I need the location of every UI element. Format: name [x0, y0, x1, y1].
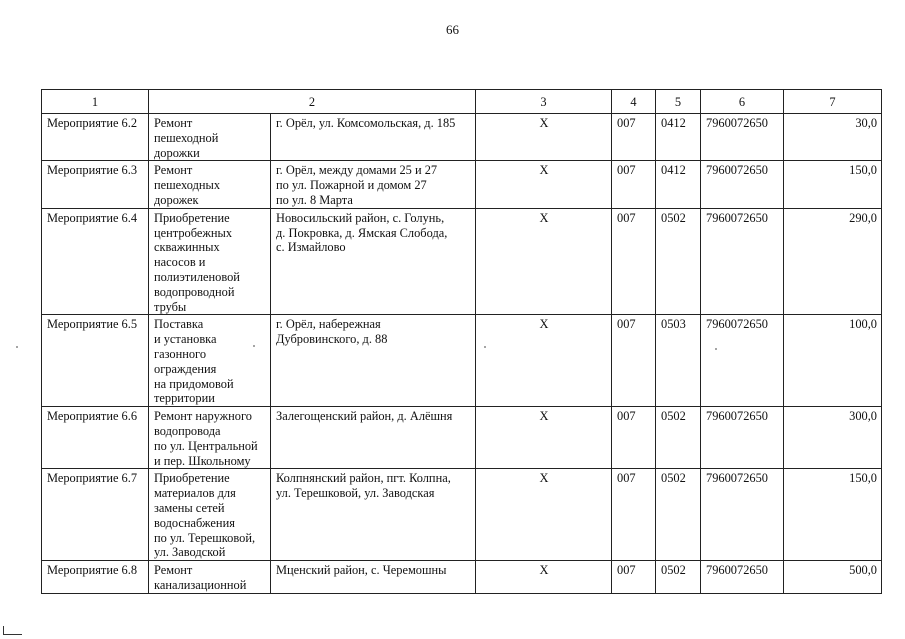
col3-cell: Х [476, 161, 612, 208]
header-col-1: 1 [42, 90, 149, 114]
location-cell: Мценский район, с. Черемошны [271, 561, 476, 594]
event-cell: Мероприятие 6.8 [42, 561, 149, 594]
page-number: 66 [446, 22, 459, 37]
budget-table [41, 89, 882, 594]
col7-cell: 150,0 [784, 161, 882, 208]
scan-speck [715, 348, 717, 350]
event-name-cell: Ремонт канализационной [149, 561, 271, 594]
event-name-cell: Поставка и установка газонного ограждения на придомовой территории [149, 315, 271, 407]
col5-cell: 0502 [656, 561, 701, 594]
location-cell: Колпнянский район, пгт. Колпна, ул. Терешковой, ул. Заводская [271, 469, 476, 561]
col6-cell: 7960072650 [701, 208, 784, 315]
table-row [42, 114, 882, 161]
col7-cell: 100,0 [784, 315, 882, 407]
event-name-cell: Приобретение центробежных скважинных насосов и полиэтиленовой водопроводной трубы [149, 208, 271, 315]
table-row [42, 469, 882, 561]
col4-cell: 007 [612, 469, 656, 561]
event-name-cell: Ремонт наружного водопровода по ул. Центральной и пер. Школьному [149, 407, 271, 469]
col4-cell: 007 [612, 114, 656, 161]
event-cell: Мероприятие 6.2 [42, 114, 149, 161]
col4-cell: 007 [612, 208, 656, 315]
header-col-7: 7 [784, 90, 882, 114]
table-row [42, 208, 882, 315]
col6-cell: 7960072650 [701, 407, 784, 469]
event-cell: Мероприятие 6.6 [42, 407, 149, 469]
location-cell: Залегощенский район, д. Алёшня [271, 407, 476, 469]
location-cell: г. Орёл, ул. Комсомольская, д. 185 [271, 114, 476, 161]
col4-cell: 007 [612, 561, 656, 594]
header-col-5: 5 [656, 90, 701, 114]
col3-cell: Х [476, 561, 612, 594]
event-cell: Мероприятие 6.4 [42, 208, 149, 315]
col3-cell: Х [476, 315, 612, 407]
col7-cell: 500,0 [784, 561, 882, 594]
scan-speck [253, 345, 255, 347]
col7-cell: 30,0 [784, 114, 882, 161]
col3-cell: Х [476, 469, 612, 561]
location-cell: Новосильский район, с. Голунь, д. Покровка, д. Ямская Слобода, с. Измайлово [271, 208, 476, 315]
col5-cell: 0503 [656, 315, 701, 407]
table-row [42, 315, 882, 407]
location-cell: г. Орёл, между домами 25 и 27 по ул. Пожарной и домом 27 по ул. 8 Марта [271, 161, 476, 208]
table-row [42, 561, 882, 594]
col4-cell: 007 [612, 161, 656, 208]
header-col-2: 2 [149, 90, 476, 114]
col6-cell: 7960072650 [701, 315, 784, 407]
col5-cell: 0502 [656, 208, 701, 315]
col3-cell: Х [476, 407, 612, 469]
col7-cell: 300,0 [784, 407, 882, 469]
event-cell: Мероприятие 6.5 [42, 315, 149, 407]
col4-cell: 007 [612, 407, 656, 469]
table-row [42, 407, 882, 469]
col5-cell: 0412 [656, 114, 701, 161]
col6-cell: 7960072650 [701, 469, 784, 561]
col4-cell: 007 [612, 315, 656, 407]
table-row [42, 161, 882, 208]
col3-cell: Х [476, 208, 612, 315]
scan-speck [16, 346, 18, 348]
event-name-cell: Приобретение материалов для замены сетей водоснабжения по ул. Терешковой, ул. Заводской [149, 469, 271, 561]
col5-cell: 0412 [656, 161, 701, 208]
col6-cell: 7960072650 [701, 561, 784, 594]
col6-cell: 7960072650 [701, 114, 784, 161]
col7-cell: 150,0 [784, 469, 882, 561]
col5-cell: 0502 [656, 407, 701, 469]
header-col-4: 4 [612, 90, 656, 114]
col6-cell: 7960072650 [701, 161, 784, 208]
header-row [42, 90, 882, 114]
event-name-cell: Ремонт пешеходных дорожек [149, 161, 271, 208]
location-cell: г. Орёл, набережная Дубровинского, д. 88 [271, 315, 476, 407]
scan-corner-mark [3, 626, 22, 635]
col3-cell: Х [476, 114, 612, 161]
header-col-6: 6 [701, 90, 784, 114]
event-cell: Мероприятие 6.3 [42, 161, 149, 208]
header-col-3: 3 [476, 90, 612, 114]
event-cell: Мероприятие 6.7 [42, 469, 149, 561]
scan-speck [484, 346, 486, 348]
event-name-cell: Ремонт пешеходной дорожки [149, 114, 271, 161]
col7-cell: 290,0 [784, 208, 882, 315]
col5-cell: 0502 [656, 469, 701, 561]
